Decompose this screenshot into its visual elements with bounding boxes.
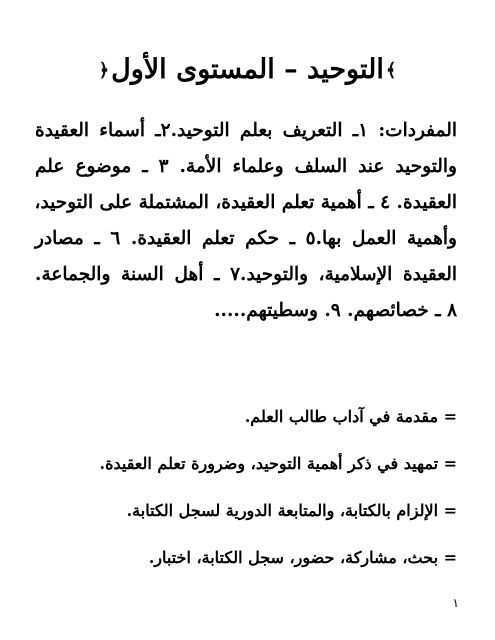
notes-list [35,403,457,591]
note-item: = بحث، مشاركة، حضور، سجل الكتابة، اختبار. [148,548,457,567]
page-number: ١ [452,596,459,610]
note-item: = مقدمة في آداب طالب العلم. [244,407,457,426]
ornament-bracket-left: ﴿ [98,59,110,81]
note-item: = تمهيد في ذكر أهمية التوحيد، وضرورة تعلم العقيدة. [99,454,457,473]
vocabulary-line: والتوحيد عند السلف وعلماء الأمة. ٣ ـ موضوع علم [35,156,457,177]
vocabulary-paragraph [35,113,457,329]
vocabulary-line: وأهمية العمل بها.٥ ـ حكم تعلم العقيدة. ٦ ـ مصادر [35,228,457,249]
ornament-bracket-right: ﴾ [385,59,397,81]
page-title [0,50,495,91]
vocabulary-line: ٨ ـ خصائصهم. ٩. وسطيتهم..... [214,300,457,321]
note-item: = الإلزام بالكتابة، والمتابعة الدورية لسجل الكتابة. [126,501,457,520]
page-title-text: التوحيد – المستوى الأول [111,54,384,85]
vocabulary-line: العقيدة الإسلامية، والتوحيد.٧ ـ أهل السنة والجماعة. [35,264,457,285]
vocabulary-line: العقيدة. ٤ ـ أهمية تعلم العقيدة، المشتملة على التوحيد، [34,192,457,213]
vocabulary-line: المفردات: ١ـ التعريف بعلم التوحيد.٢ـ أسماء العقيدة [35,120,457,141]
